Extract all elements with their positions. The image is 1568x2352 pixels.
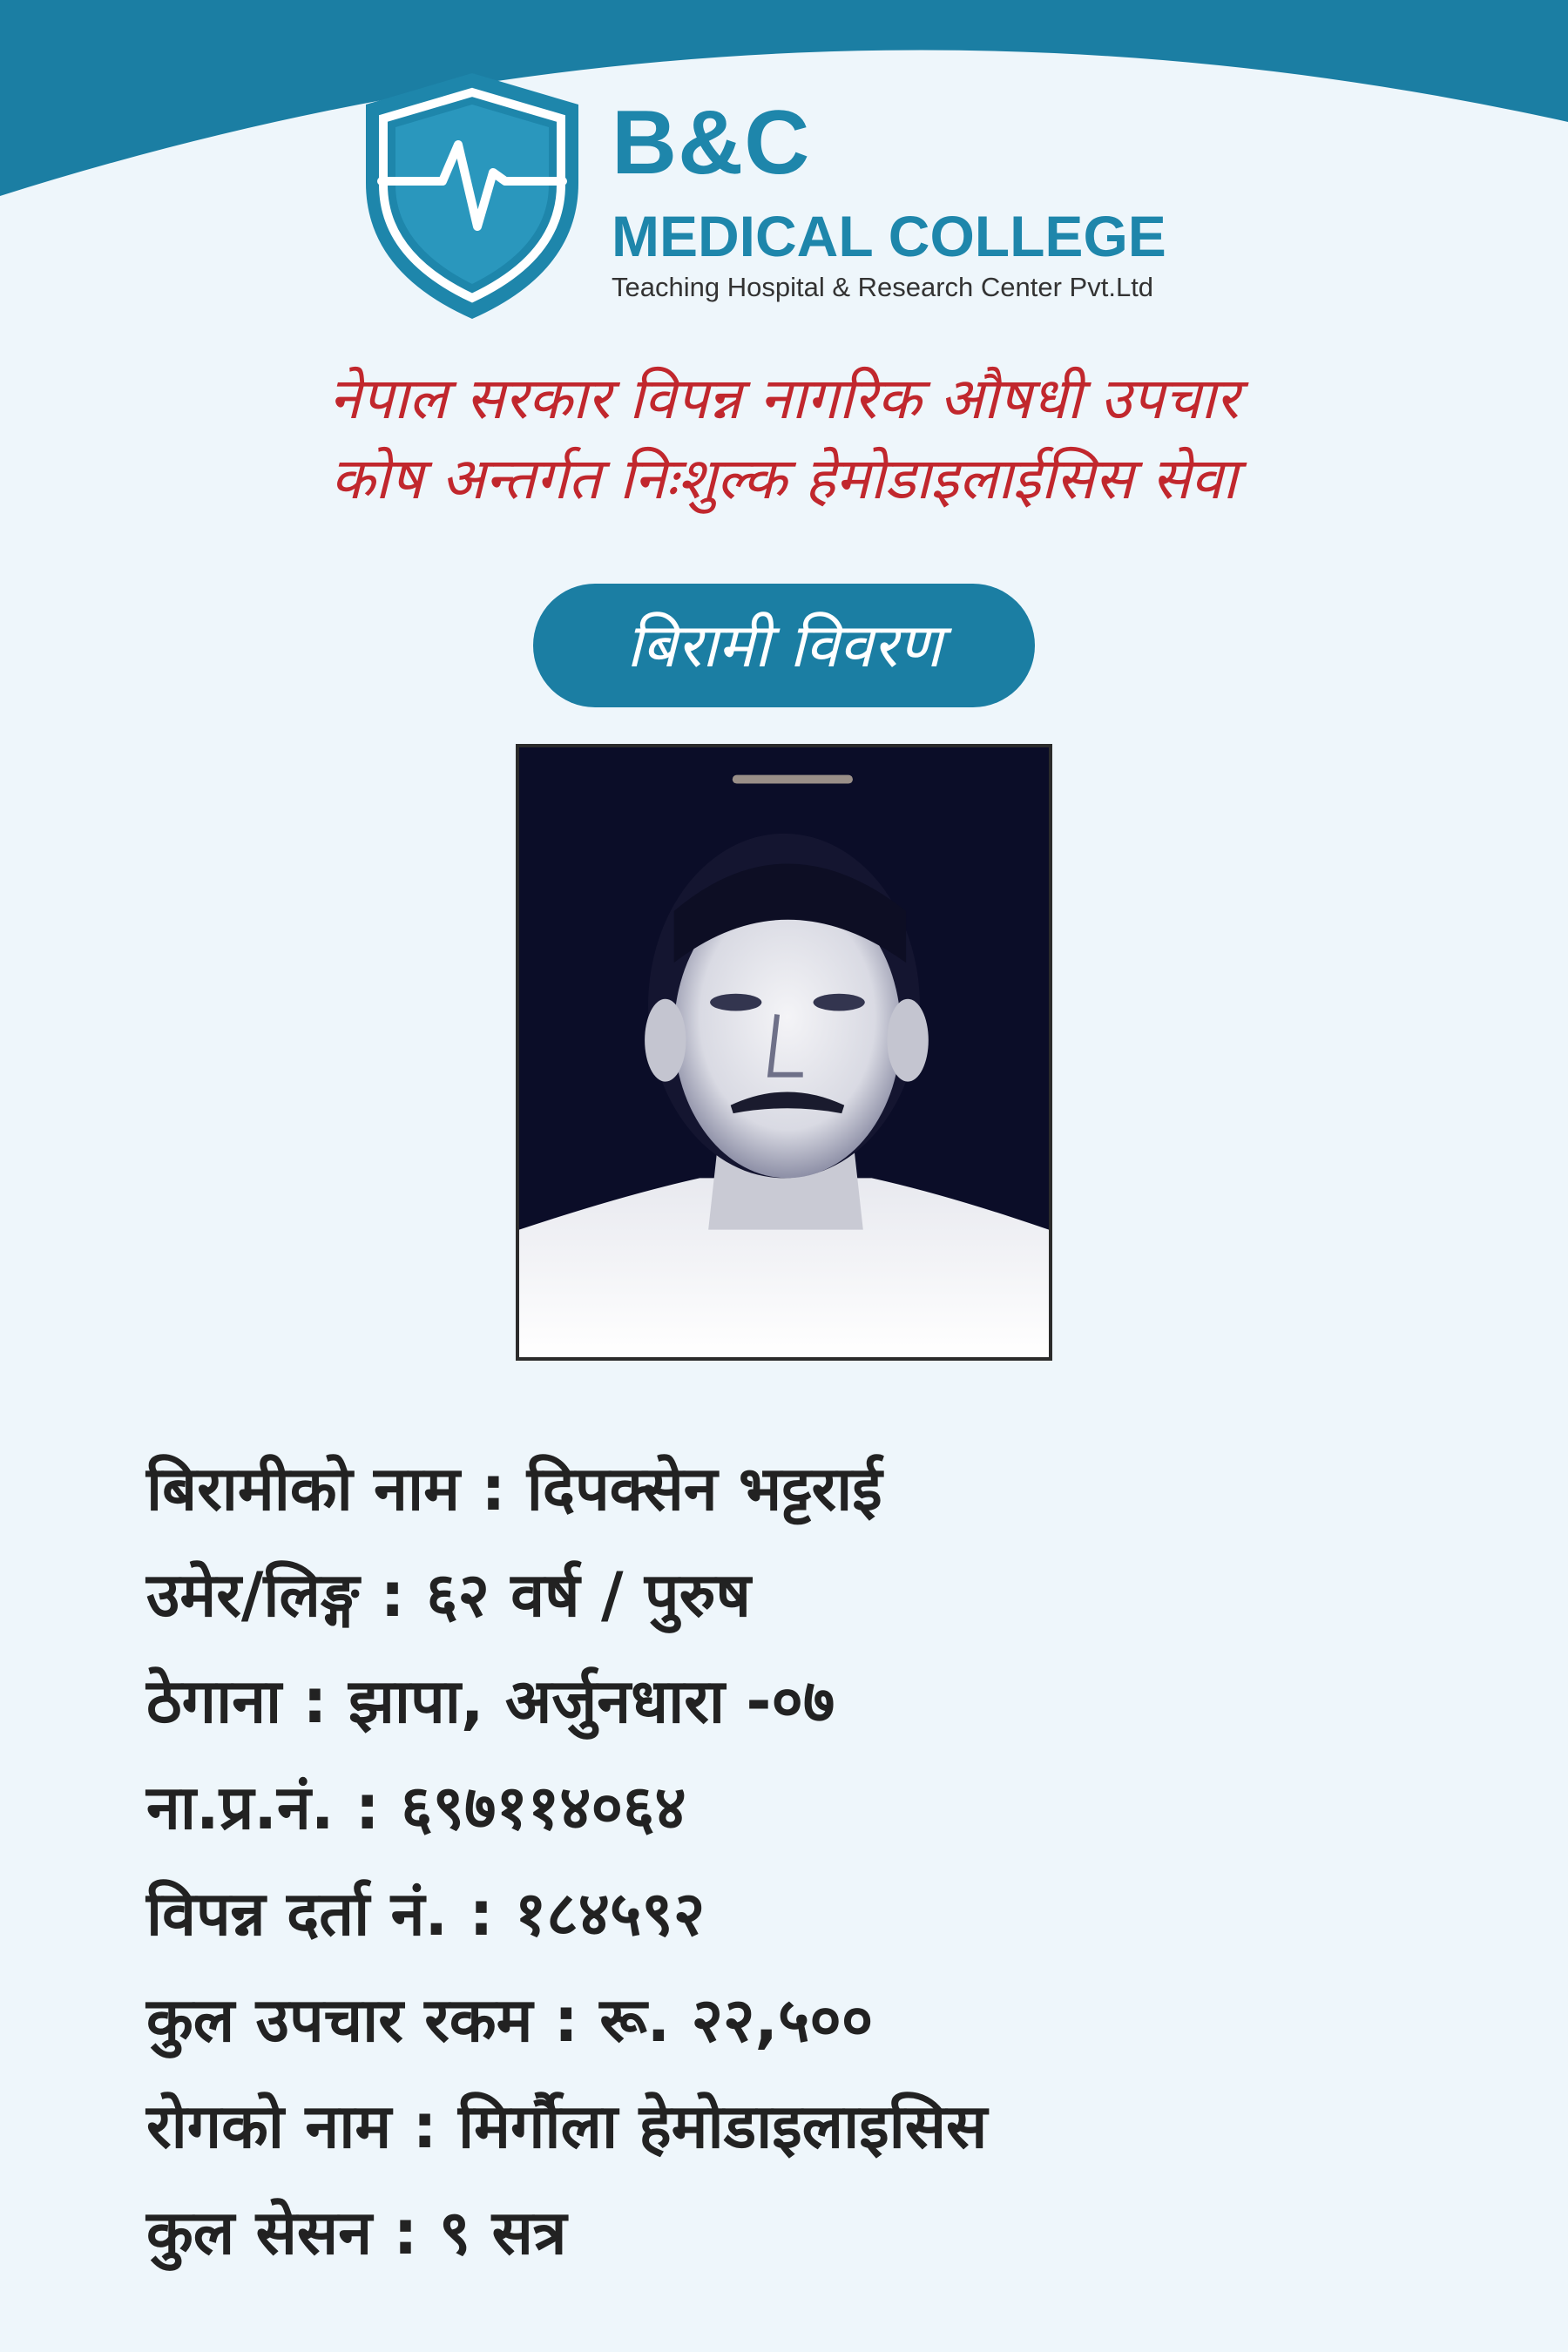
detail-row-registration-no	[146, 1861, 1453, 1967]
service-headline	[0, 359, 1568, 519]
detail-value: ६९७११४०६४	[401, 1772, 686, 1843]
brand-tagline: Teaching Hospital & Research Center Pvt.Ltd	[612, 272, 1154, 302]
detail-label: रोगको नाम :	[146, 2091, 459, 2162]
detail-label: विपन्न दर्ता नं. :	[146, 1878, 515, 1950]
detail-value: ९ सत्र	[438, 2197, 567, 2268]
detail-label: कुल सेसन :	[146, 2197, 439, 2268]
portrait-image	[519, 747, 1049, 1357]
detail-row-age-gender	[146, 1542, 1453, 1648]
brand-block	[612, 92, 1166, 303]
detail-value: ६२ वर्ष / पुरुष	[426, 1559, 751, 1631]
detail-row-sessions	[146, 2180, 1453, 2286]
shield-heartbeat-icon	[362, 70, 582, 322]
detail-row-disease	[146, 2073, 1453, 2180]
detail-value: १८४५९२	[514, 1878, 706, 1950]
detail-label: उमेर/लिङ्ग :	[146, 1559, 427, 1631]
patient-details-list	[146, 1436, 1453, 2286]
detail-label: कुल उपचार रकम :	[146, 1984, 600, 2056]
detail-value: दिपक्सेन भट्टराई	[526, 1453, 882, 1524]
detail-row-total-amount	[146, 1967, 1453, 2073]
detail-value: रू. २२,५००	[599, 1984, 874, 2056]
detail-value: झापा, अर्जुनधारा -०७	[348, 1666, 835, 1737]
detail-label: ना.प्र.नं. :	[146, 1772, 402, 1843]
brand-name: B&C	[612, 92, 811, 193]
detail-label: ठेगाना :	[146, 1666, 348, 1737]
detail-row-name	[146, 1436, 1453, 1542]
headline-line-2: कोष अन्तर्गत निःशुल्क हेमोडाइलाईसिस सेवा	[330, 445, 1238, 512]
detail-row-citizenship-no	[146, 1754, 1453, 1861]
patient-photo	[516, 744, 1052, 1361]
detail-row-address	[146, 1648, 1453, 1754]
brand-subtitle: MEDICAL COLLEGE	[612, 204, 1166, 268]
detail-value: मिर्गौला हेमोडाइलाइसिस	[458, 2091, 988, 2162]
detail-label: बिरामीको नाम :	[146, 1453, 527, 1524]
section-title-badge: बिरामी विवरण	[533, 584, 1035, 707]
headline-line-1: नेपाल सरकार विपन्न नागरिक औषधी उपचार	[328, 365, 1240, 432]
